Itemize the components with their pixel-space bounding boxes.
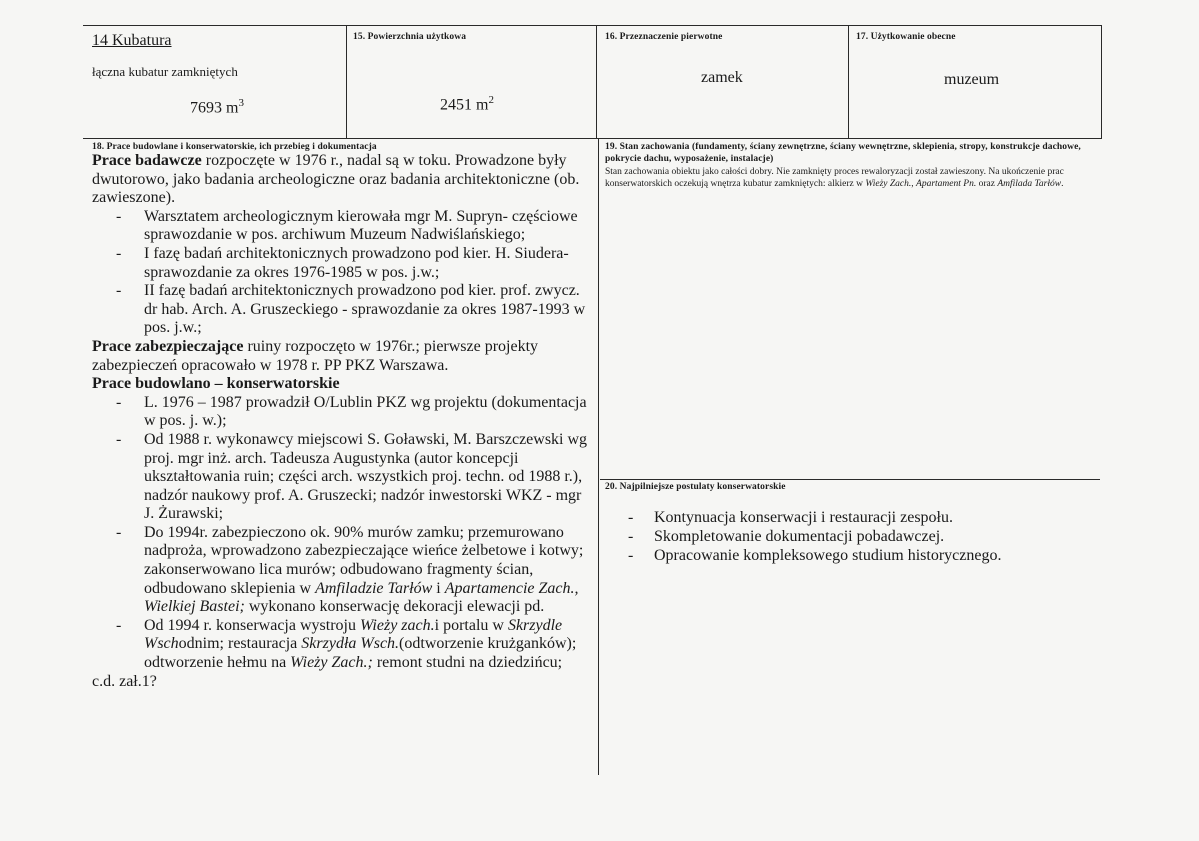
list-item-text: Kontynuacja konserwacji i restauracji zespołu. (654, 509, 953, 526)
cell15-unit-sup: 2 (488, 94, 494, 106)
prace-zabezpieczajace-text: ruiny rozpoczęto w 1976r.; pierwsze projekty zabezpieczeń opracowało w 1978 r. PP PKZ Warszawa. (92, 337, 539, 374)
section18-paragraph1 (92, 152, 592, 208)
cell17-title: 17. Użytkowanie obecne (856, 32, 956, 42)
list-item-text-e: wykonano konserwację dekoracji elewacji pd. (244, 598, 545, 616)
list-item: - L. 1976 – 1987 prowadził O/Lublin PKZ wg projektu (dokumentacja w pos. j. w.); (116, 393, 587, 430)
divider-16-17 (848, 25, 849, 138)
list-item: - Od 1994 r. konserwacja wystroju Wieży zach.i portalu w Skrzydle Wschodnim; restauracja Skrzydła Wsch.(odtworzenie krużganków); odtworzenie hełmu na Wieży Zach.; remont studni na dziedzińcu; (116, 616, 577, 672)
cell16-value: zamek (701, 69, 743, 86)
list-item: - Opracowanie kompleksowego studium historycznego. (628, 547, 1002, 564)
section18 (92, 142, 592, 691)
list-item-text-d: Skrzydle Wsch (144, 616, 563, 653)
main-column-divider (598, 138, 599, 775)
prace-budowlano-heading: Prace budowlano – konserwatorskie (92, 375, 340, 393)
cell14-value (190, 97, 244, 117)
section19-bottom-line (600, 479, 1100, 480)
row-divider (83, 138, 1102, 139)
section19-text-f: Amfilada Tarłów (997, 179, 1062, 189)
prace-zabezpieczajace-heading: Prace zabezpieczające (92, 337, 244, 355)
list-item: - Warsztatem archeologicznym kierowała mgr M. Supryn- częściowe sprawozdanie w pos. archiwum Muzeum Nadwiślańskiego; (116, 207, 578, 244)
cell14-title: 14 Kubatura (92, 32, 172, 49)
list-item-text: Opracowanie kompleksowego studium historycznego. (654, 547, 1002, 564)
list-item-text: I fazę badań architektonicznych prowadzono pod kier. H. Siudera- sprawozdanie za okres 1976-1985 w pos. j.w.; (144, 244, 569, 281)
cell17-value: muzeum (944, 71, 1000, 88)
list-item: - Kontynuacja konserwacji i restauracji zespołu. (628, 509, 953, 526)
cell15-value-text: 2451 m (440, 96, 489, 114)
cell14-value-text: 7693 m (190, 99, 239, 117)
list-item-text-c: i portalu w (434, 616, 508, 634)
right-border (1101, 25, 1102, 138)
section19-title: 19. Stan zachowania (fundamenty, ściany zewnętrzne, ściany wewnętrzne, sklepienia, stropy, konstrukcje dachowe, pokrycie dachu, wyposażenie, instalacje) (605, 142, 1081, 164)
list-item-text: II fazę badań architektonicznych prowadzono pod kier. prof. zwycz. dr hab. Arch. A. Gruszeckiego - sprawozdanie za okres 1987-1993 w pos. j.w.; (144, 282, 586, 337)
top-border (83, 25, 1102, 26)
cell14-unit-sup: 3 (238, 97, 244, 109)
prace-badawcze-text: rozpoczęte w 1976 r., nadal są w toku. Prowadzone były dwutorowo, jako badania archeologiczne oraz badania architektoniczne (ob. zawieszone). (92, 152, 580, 207)
list-item-text-a: Od 1994 r. konserwacja wystroju (144, 616, 360, 634)
list-item-text-d: Apartamencie Zach., Wielkiej Bastei; (144, 579, 579, 616)
list-item-text-i: remont studni na dziedzińcu; (372, 654, 563, 672)
list-item-text-f: Skrzydła Wsch. (301, 635, 400, 653)
section19-text-a: Stan zachowania obiektu jako całości dobry. Nie zamknięty proces rewaloryzacji został zawieszony. Na ukończenie prac konserwatorskich oczekują wnętrza kubatur zamkniętych: alkierz w (605, 167, 1064, 189)
list-item: - Do 1994r. zabezpieczono ok. 90% murów zamku; przemurowano nadproża, wprowadzono zabezpieczające wieńce żelbetowe i kotwy; zakonserwowano lica murów; odbudowano fragmenty ścian, odbudowano sklepienia w Amfiladzie Tarłów i Apartamencie Zach., Wielkiej Bastei; wykonano konserwację dekoracji elewacji pd. (116, 523, 584, 616)
list-item-text-e: odnim; restauracja (178, 635, 302, 653)
section18-paragraph2 (92, 338, 592, 375)
list-item-text-a: Do 1994r. zabezpieczono ok. 90% murów zamku; przemurowano nadproża, wprowadzono zabezpieczające wieńce żelbetowe i kotwy; zakonserwowano lica murów; odbudowano fragmenty ścian, odbudowano sklepienia w (144, 523, 584, 597)
list-item-text: Skompletowanie dokumentacji pobadawczej. (654, 528, 945, 545)
prace-badawcze-heading: Prace badawcze (92, 152, 202, 169)
list-item-text-g: (odtworzenie krużganków); odtworzenie hełmu na (144, 635, 577, 672)
list-item-text-b: Wieży zach. (359, 616, 435, 634)
list-item-text: Od 1988 r. wykonawcy miejscowi S. Goławski, M. Barszczewski wg proj. mgr inż. arch. Tadeusza Augustynka (autor koncepcji ukształtowania ruin; części arch. wszystkich proj. techn. od 1988 r.), nadzór naukowy prof. A. Gruszecki; nadzór inwestorski WKZ - mgr J. Żurawski; (144, 430, 588, 523)
section19 (605, 142, 1097, 190)
list-item-text: L. 1976 – 1987 prowadził O/Lublin PKZ wg projektu (dokumentacja w pos. j. w.); (144, 393, 587, 430)
section19-text-d: Apartament Pn. (916, 179, 977, 189)
section19-text-e: oraz (976, 179, 998, 189)
divider-15-16 (596, 25, 597, 138)
list-item-text-c: i (432, 579, 445, 597)
section20-list (624, 508, 1094, 565)
section19-text-c: , (911, 179, 917, 189)
list-item-text: Warsztatem archeologicznym kierowała mgr M. Supryn- częściowe sprawozdanie w pos. archiwum Muzeum Nadwiślańskiego; (144, 207, 578, 244)
section18-title: 18. Prace budowlane i konserwatorskie, ich przebieg i dokumentacja (92, 142, 377, 152)
divider-14-15 (346, 25, 347, 138)
section19-text (605, 166, 1097, 190)
cell15-title: 15. Powierzchnia użytkowa (353, 32, 467, 42)
list-item-text-h: Wieży Zach.; (290, 654, 373, 672)
list-item: - Skompletowanie dokumentacji pobadawczej. (628, 528, 945, 545)
list-item: - Od 1988 r. wykonawcy miejscowi S. Goławski, M. Barszczewski wg proj. mgr inż. arch. Tadeusza Augustynka (autor koncepcji ukształtowania ruin; części arch. wszystkich proj. techn. od 1988 r.), nadzór naukowy prof. A. Gruszecki; nadzór inwestorski WKZ - mgr J. Żurawski; (116, 430, 588, 523)
section19-text-g: . (1061, 179, 1064, 189)
list-item-text-b: Amfiladzie Tarłów (315, 579, 433, 597)
continued-note: c.d. zał.1? (92, 672, 157, 690)
section19-text-b: Wieży Zach. (865, 179, 912, 189)
section20-title: 20. Najpilniejsze postulaty konserwatorskie (605, 482, 786, 492)
cell16-title: 16. Przeznaczenie pierwotne (605, 32, 723, 42)
cell14-sublabel: łączna kubatur zamkniętych (92, 64, 238, 79)
list-item: - I fazę badań architektonicznych prowadzono pod kier. H. Siudera- sprawozdanie za okres 1976-1985 w pos. j.w.; (116, 244, 569, 281)
list-item: - II fazę badań architektonicznych prowadzono pod kier. prof. zwycz. dr hab. Arch. A. Gruszeckiego - sprawozdanie za okres 1987-1993 w pos. j.w.; (116, 282, 586, 337)
cell15-value (440, 94, 494, 114)
